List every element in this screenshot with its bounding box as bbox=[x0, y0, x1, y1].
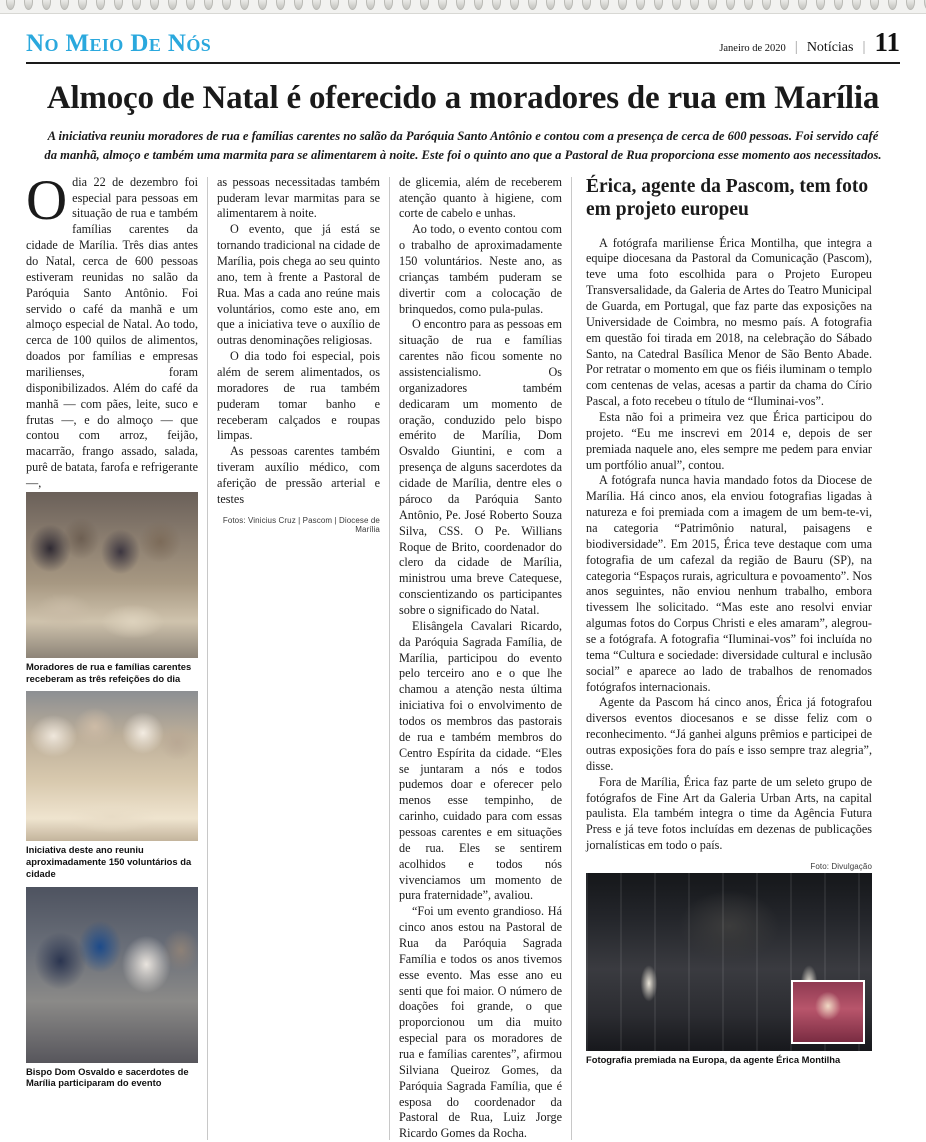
paragraph: Odia 22 de dezembro foi especial para pessoas em situação de rua e também famílias carentes da cidade de Marília. Três dias antes do Natal, cerca de 600 pessoas estiveram reunidas no salão da Paróquia Santo Antônio. Foi servido o café da manhã e um almoço especial de Natal. Ao todo, cerca de 100 quilos de alimentos, doados por famílias e empresas marilienses, foram disponibilizados. Além do café da manhã — com pães, leite, suco e frutas —, e do almoço — que contou com arroz, feijão, macarrão, frango assado, salada, purê de batata, farofa e refrigerante —, bbox=[26, 168, 198, 491]
figure-4 bbox=[586, 873, 872, 1066]
paragraph: A fotógrafa nunca havia mandado fotos da Diocese de Marília. Há cinco anos, ela enviou fotografias ligadas à natureza e foi premiada com a imagem de um bem-te-vi, na categoria “Patrimônio natural, paisagens e biodiversidade”. Em 2015, Érica teve destaque com uma fotografia de um cafezal da região de Bauru (SP), na categoria “Espaços rurais, agricultura e povoamento”. Nos anos seguintes, não enviou nenhum trabalho, embora tivessem lhe solicitado. “Mas este ano resolvi enviar algumas fotos do Corpus Christi e eles amaram”, alegrou-se a fotógrafa. A fotografia “Iluminai-vos” foi incluída no tema “Cultura e sociedade: diversidade cultural e inclusão social” e aparece ao lado de trabalhos de renomados fotógrafos internacionais. bbox=[586, 473, 872, 694]
paragraph: Elisângela Cavalari Ricardo, da Paróquia Sagrada Família, de Marília, participou do evento pelo terceiro ano e o que lhe chamou a atenção nesta última iniciativa foi o envolvimento de todos os membros das pastorais de rua e também membros do Centro Espírita da cidade. “Eles se juntaram a nós e todos pudemos doar e oferecer pelo menos esse tempinho, de carinho, cuidado para com essas pessoas carentes e em situações de rua. Eles se sentirem acolhidos e todos nós vivenciamos um momento de pura fraternidade”, avaliou. bbox=[399, 618, 562, 903]
paragraph: Ao todo, o evento contou com o trabalho de aproximadamente 150 voluntários. Neste ano, as crianças também puderam se divertir com a colocação de brinquedos, como pula-pulas. bbox=[399, 222, 562, 316]
binding-coil bbox=[186, 0, 195, 10]
binding-coil bbox=[672, 0, 681, 10]
meta-divider-2: | bbox=[862, 39, 866, 55]
binding-coil bbox=[258, 0, 267, 10]
paragraph: Agente da Pascom há cinco anos, Érica já fotografou diversos eventos diocesanos e se disse feliz com o reconhecimento. “Já ganhei alguns prêmios e participei de outras exposições fora do país e isso sempre traz alegria”, disse. bbox=[586, 695, 872, 773]
binding-coil bbox=[618, 0, 627, 10]
binding-coil bbox=[762, 0, 771, 10]
photo-bishop bbox=[26, 887, 198, 1063]
photographer-portrait-inset bbox=[791, 980, 865, 1044]
binding-coil bbox=[420, 0, 429, 10]
paragraph: A fotógrafa mariliense Érica Montilha, que integra a equipe diocesana da Pastoral da Comunicação (Pascom), teve uma foto escolhida para o Projeto Europeu Transversalidade, da Galeria de Artes do Teatro Municipal de Guarda, em Portugal, que faz parte das exposições na Universidade de Coimbra, no mesmo país. A fotografia em questão foi tirada em 2018, na celebração do Sábado Santo, na Catedral Basílica Menor de São Bento Abade. Por retratar o momento em que os fiéis iluminam o templo com centenas de velas, acesas a partir da chama do Círio Pascal, a foto recebeu o título de “Iluminai-vos”. bbox=[586, 235, 872, 409]
binding-coil bbox=[834, 0, 843, 10]
column-1 bbox=[26, 168, 207, 1096]
binding-coil bbox=[24, 0, 33, 10]
masthead bbox=[26, 27, 900, 60]
binding-coil bbox=[240, 0, 249, 10]
paragraph: Fora de Marília, Érica faz parte de um seleto grupo de fotógrafos de Fine Art da Galeria Urban Arts, na capital paulista. Ela também integra o time da Agência Futura Press e já teve fotos incluídas em dezenas de publicações jornalísticas em todo o país. bbox=[586, 774, 872, 853]
binding-coil bbox=[582, 0, 591, 10]
paragraph: O evento, que já está se tornando tradicional na cidade de Marília, pois chega ao seu quinto ano, tem à frente a Pastoral de Rua. Mas a cada ano reúne mais voluntários, como este ano, em que a iniciativa teve o auxílio de outras denominações religiosas. bbox=[217, 222, 380, 348]
binding-coil bbox=[708, 0, 717, 10]
figure-2 bbox=[26, 691, 198, 879]
paragraph: O encontro para as pessoas em situação de rua e famílias carentes não ficou somente no assistencialismo. Os organizadores também dedicaram um momento de oração, conduzido pelo bispo emérito de Marília, Dom Osvaldo Giuntini, e com a presença de alguns sacerdotes da cidade de Marília, dentre eles o pároco da Paróquia Santo Antônio, Pe. José Roberto Souza Silva, CSS. O Pe. Willians Roque de Brito, coordenador do clero da cidade de Marília, ministrou uma breve Catequese, conscientizando os participantes sobre o significado do Natal. bbox=[399, 317, 562, 617]
binding-coil bbox=[546, 0, 555, 10]
binding-coil bbox=[204, 0, 213, 10]
photo-credit: Fotos: Vinicius Cruz | Pascom | Diocese de Marília bbox=[222, 515, 380, 534]
binding-coil bbox=[600, 0, 609, 10]
photo-iluminai-vos bbox=[586, 873, 872, 1051]
binding-coil bbox=[78, 0, 87, 10]
binding-coil bbox=[690, 0, 699, 10]
masthead-meta bbox=[719, 27, 900, 57]
binding-coil bbox=[438, 0, 447, 10]
binding-coil bbox=[744, 0, 753, 10]
column-2 bbox=[208, 175, 389, 536]
binding-coil bbox=[132, 0, 141, 10]
photo-meal-service bbox=[26, 492, 198, 658]
binding-coil bbox=[384, 0, 393, 10]
side-article-title: Érica, agente da Pascom, tem foto em projeto europeu bbox=[586, 175, 869, 221]
binding-coil bbox=[402, 0, 411, 10]
paragraph: “Foi um evento grandioso. Há cinco anos estou na Pastoral de Rua da Paróquia Sagrada Família e todos os anos tivemos esse evento. Mas esse ano eu senti que foi maior. O número de doações foi grande, o que proporcionou um dia muito especial para os moradores de rua e famílias carentes”, afirmou Silviana Queiroz Gomes, da Paróquia Sagrada Família, que é esposa do coordenador da Pastoral de Rua, Luiz Jorge Ricardo Gomes da Rocha. bbox=[399, 904, 562, 1141]
masthead-rule bbox=[26, 62, 900, 64]
binding-coil bbox=[6, 0, 15, 10]
binding-coil bbox=[636, 0, 645, 10]
binding-coil bbox=[798, 0, 807, 10]
binding-coil bbox=[348, 0, 357, 10]
section-title: No Meio De Nós bbox=[26, 30, 212, 57]
issue-date: Janeiro de 2020 bbox=[719, 43, 786, 54]
binding-coil bbox=[366, 0, 375, 10]
binding-coil bbox=[528, 0, 537, 10]
photo-caption: Bispo Dom Osvaldo e sacerdotes de Marília participaram do evento bbox=[26, 1063, 198, 1090]
binding-coil bbox=[456, 0, 465, 10]
binding-coil bbox=[888, 0, 897, 10]
binding-coil bbox=[150, 0, 159, 10]
paragraph: As pessoas carentes também tiveram auxílio médico, com aferição de pressão arterial e testes bbox=[217, 444, 380, 506]
binding-coil bbox=[294, 0, 303, 10]
binding-coil bbox=[510, 0, 519, 10]
newspaper-page bbox=[0, 14, 926, 1141]
binding-coil bbox=[474, 0, 483, 10]
binding-coil bbox=[870, 0, 879, 10]
binding-coil bbox=[654, 0, 663, 10]
paragraph: O dia todo foi especial, pois além de serem alimentados, os moradores de rua também puderam tomar banho e receberam calçados e roupas limpas. bbox=[217, 349, 380, 443]
paragraph: Esta não foi a primeira vez que Érica participou do projeto. “Eu me inscrevi em 2014 e, depois de ser premiada naquele ano, eles sempre me pedem para enviar um portfólio anual”, contou. bbox=[586, 409, 872, 472]
side-article bbox=[572, 175, 872, 1073]
article-standfirst: A iniciativa reuniu moradores de rua e famílias carentes no salão da Paróquia Santo Antônio e contou com a presença de cerca de 600 pessoas. Foi servido café da manhã, almoço e também uma marmita para se alimentarem à noite. Este foi o quinto ano que a Pastoral de Rua proporciona esse momento aos necessitados. bbox=[44, 128, 882, 162]
article-columns bbox=[26, 168, 900, 1142]
meta-divider-1: | bbox=[794, 39, 798, 55]
paragraph: as pessoas necessitadas também puderam levar marmitas para se alimentarem à noite. bbox=[217, 174, 380, 221]
binding-coil bbox=[816, 0, 825, 10]
binding-coil bbox=[564, 0, 573, 10]
binding-coil bbox=[96, 0, 105, 10]
column-3 bbox=[390, 175, 571, 1142]
spiral-binding bbox=[0, 0, 926, 14]
binding-coil bbox=[60, 0, 69, 10]
page-number: 11 bbox=[874, 27, 900, 57]
section-kicker: Notícias bbox=[806, 40, 854, 55]
figure-1 bbox=[26, 492, 198, 685]
binding-coil bbox=[726, 0, 735, 10]
binding-coil bbox=[906, 0, 915, 10]
binding-coil bbox=[42, 0, 51, 10]
paragraph: de glicemia, além de receberem atenção quanto à higiene, com corte de cabelo e unhas. bbox=[399, 174, 562, 221]
photo-caption: Moradores de rua e famílias carentes receberam as três refeições do dia bbox=[26, 658, 198, 685]
binding-coil bbox=[780, 0, 789, 10]
binding-coil bbox=[114, 0, 123, 10]
binding-coil bbox=[276, 0, 285, 10]
photo-caption: Iniciativa deste ano reuniu aproximadamente 150 voluntários da cidade bbox=[26, 841, 198, 879]
binding-coil bbox=[168, 0, 177, 10]
figure-3 bbox=[26, 887, 198, 1090]
page-title: Almoço de Natal é oferecido a moradores de rua em Marília bbox=[46, 80, 880, 116]
binding-coil bbox=[312, 0, 321, 10]
binding-coil bbox=[492, 0, 501, 10]
photo-caption: Fotografia premiada na Europa, da agente Érica Montilha bbox=[586, 1051, 872, 1066]
photo-credit: Foto: Divulgação bbox=[810, 862, 872, 872]
binding-coil bbox=[852, 0, 861, 10]
binding-coil bbox=[222, 0, 231, 10]
binding-coil bbox=[330, 0, 339, 10]
photo-volunteers bbox=[26, 691, 198, 841]
